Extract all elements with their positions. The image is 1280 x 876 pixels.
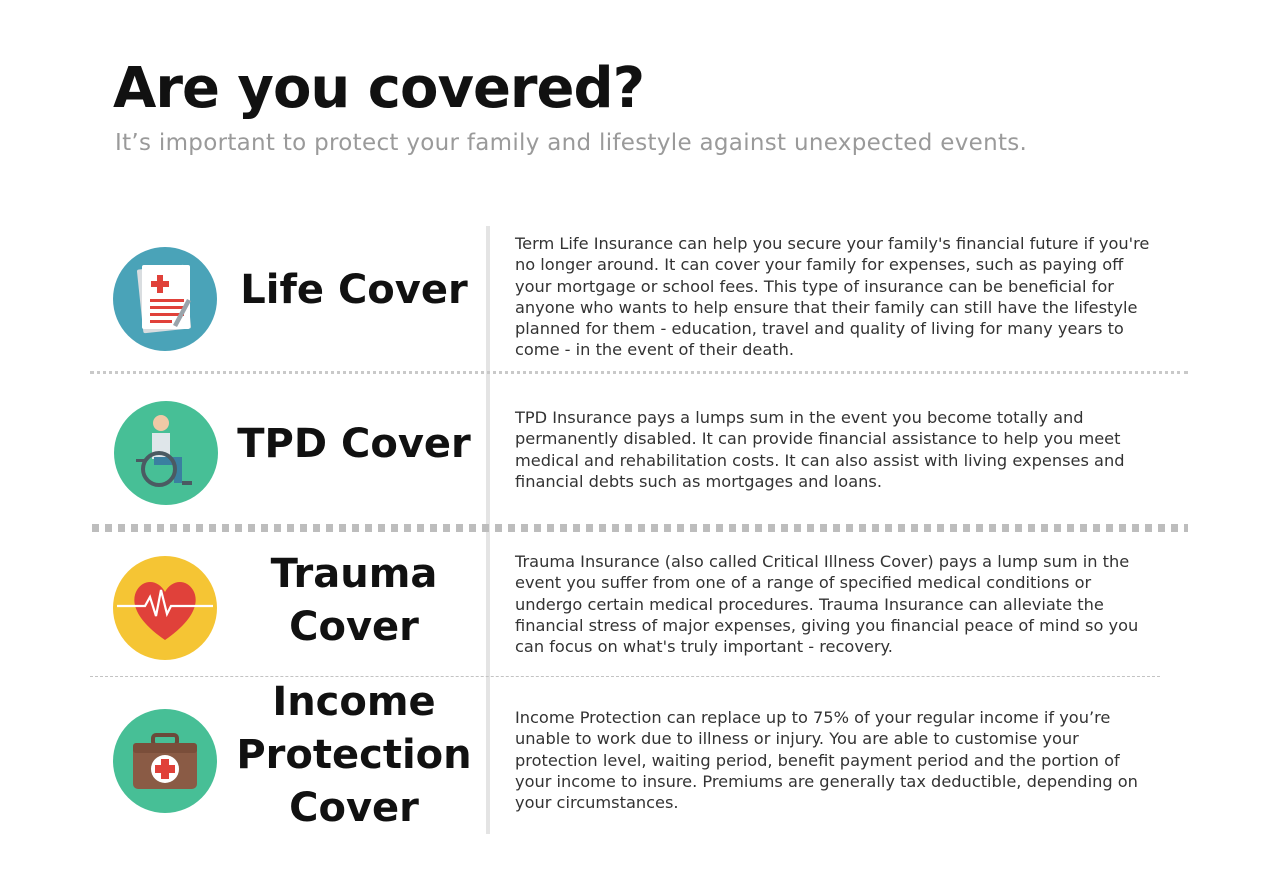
heart-pulse-icon [113,556,217,660]
cover-name-income-protection: Income Protection Cover [236,679,472,831]
page-subtitle: It’s important to protect your family and lifestyle against unexpected events. [115,130,1028,156]
cover-name-life: Life Cover [240,267,468,313]
cover-name-tpd: TPD Cover [237,421,471,467]
cover-description-income-protection: Income Protection can replace up to 75% of your regular income if you’re unable to work due to illness or injury. You are able to customise your protection level, waiting period, benefit payment period and the portion of your income to insure. Premiums are generally tax deductible, depending on your circumstances. [515,708,1138,813]
wheelchair-icon [114,401,218,505]
page-title: Are you covered? [113,56,645,121]
document-icon [113,247,217,351]
cover-name-trauma: Trauma Cover [270,551,438,650]
medical-bag-icon [113,709,217,813]
row-divider [90,371,1188,374]
cover-description-life: Term Life Insurance can help you secure your family's financial future if you're no longer around. It can cover your family for expenses, such as paying off your mortgage or school fees. This type of insurance can be beneficial for anyone who wants to help ensure that their family can still have the lifestyle planned for them - education, travel and quality of living for many years to come - in the event of their death. [515,234,1150,360]
cover-description-tpd: TPD Insurance pays a lumps sum in the event you become totally and permanently disabled. It can provide financial assistance to help you meet medical and rehabilitation costs. It can also assist with living expenses and financial debts such as mortgages and loans. [515,408,1125,491]
row-divider [92,524,1188,532]
cover-description-trauma: Trauma Insurance (also called Critical Illness Cover) pays a lump sum in the event you suffer from one of a range of specified medical conditions or undergo certain medical procedures. Trauma Insurance can alleviate the financial stress of major expenses, giving you financial peace of mind so you can focus on what's truly important - recovery. [515,552,1139,657]
